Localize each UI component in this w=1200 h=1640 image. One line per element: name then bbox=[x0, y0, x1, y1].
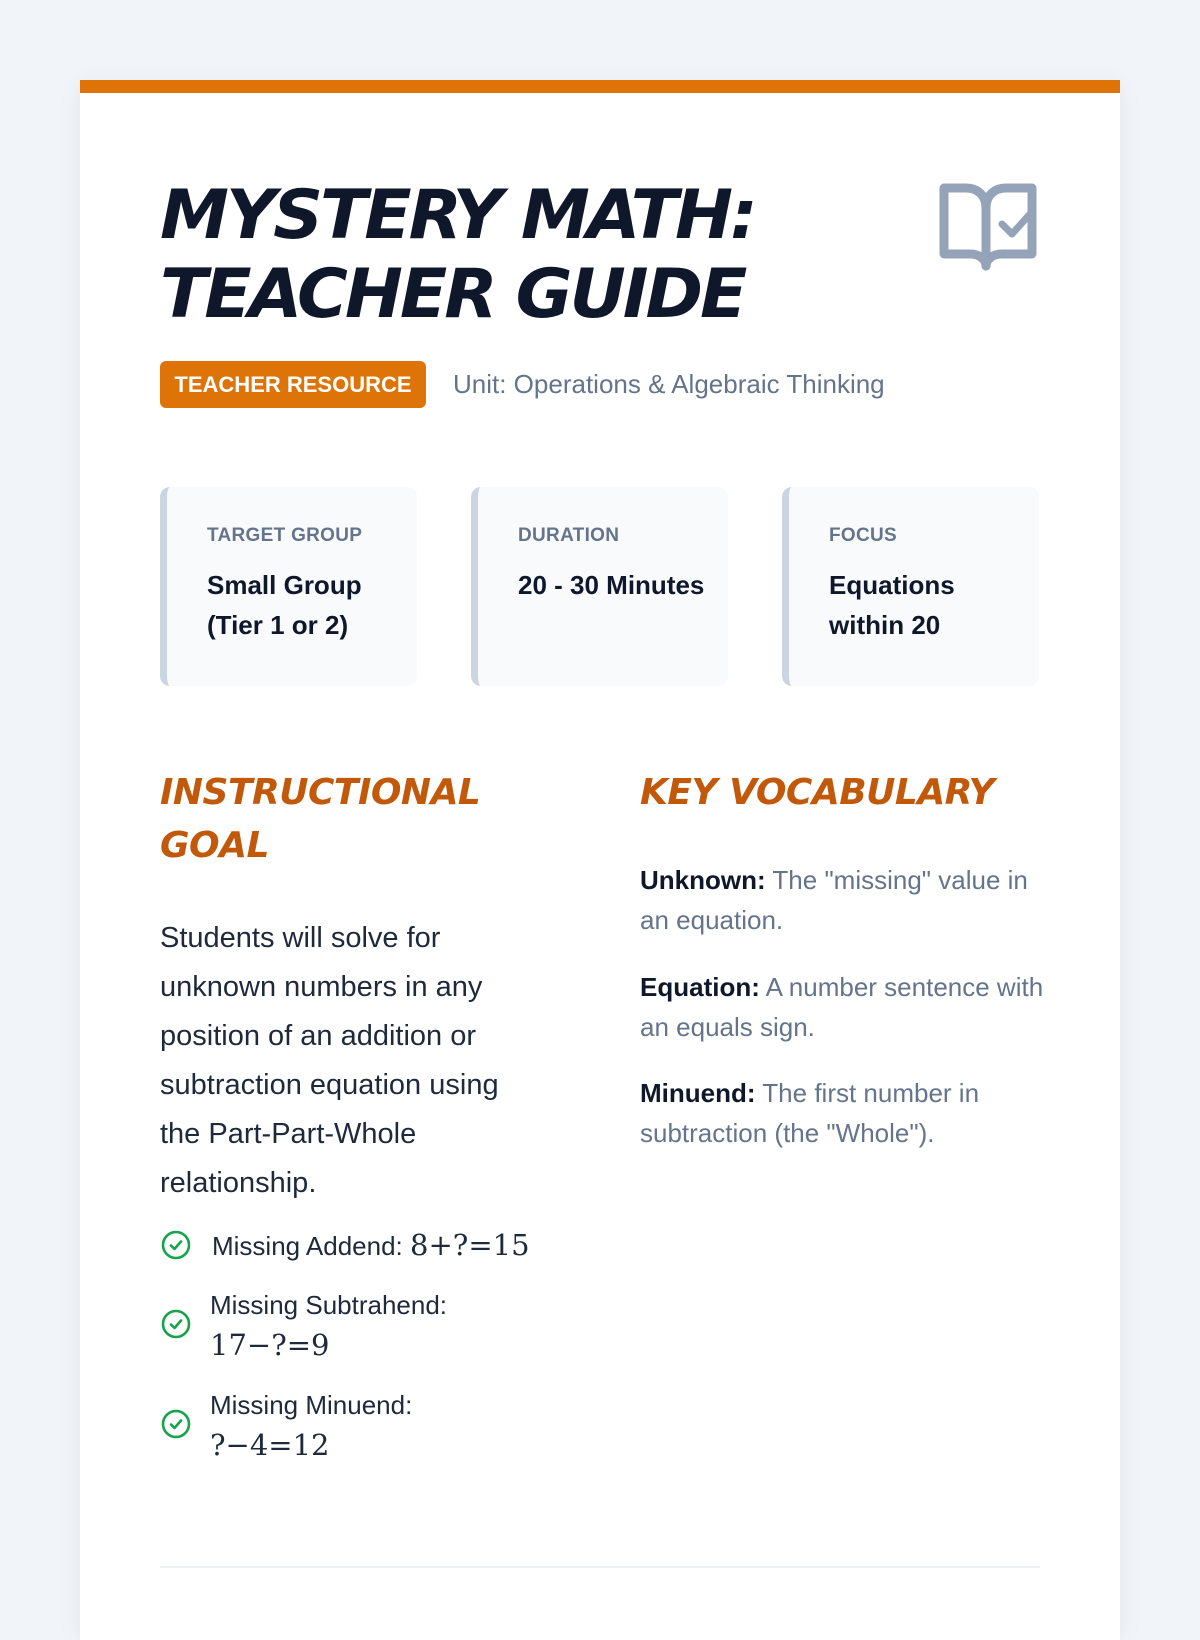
vocab-term: Equation: bbox=[640, 972, 760, 1002]
goal-item-equation: 8+?=15 bbox=[410, 1228, 530, 1262]
info-card-focus bbox=[782, 487, 1039, 686]
title-line-2: TEACHER GUIDE bbox=[160, 255, 745, 334]
info-card-value: Equations within 20 bbox=[829, 570, 955, 640]
heading-line-1: INSTRUCTIONAL bbox=[160, 772, 481, 813]
instructional-goal-heading bbox=[160, 766, 480, 872]
info-card-label: DURATION bbox=[518, 525, 620, 546]
info-card-label: FOCUS bbox=[829, 525, 897, 546]
goal-item-label: Missing Minuend: bbox=[210, 1390, 413, 1420]
instructional-goal-text: Students will solve for unknown numbers in any position of an addition or subtraction equation using the Part-Part-Whole relationship. bbox=[160, 922, 499, 1199]
goal-item-label: Missing Addend: bbox=[212, 1231, 403, 1261]
vocab-term: Unknown: bbox=[640, 865, 766, 895]
heading-line-2: GOAL bbox=[160, 825, 269, 866]
title-line-1: MYSTERY MATH: bbox=[160, 176, 755, 255]
unit-label: Unit: Operations & Algebraic Thinking bbox=[453, 369, 885, 399]
info-card-value: 20 - 30 Minutes bbox=[518, 570, 705, 600]
check-circle-icon bbox=[160, 1408, 192, 1440]
teacher-guide-card bbox=[80, 80, 1120, 1640]
goal-item-missing-minuend bbox=[160, 1385, 600, 1465]
teacher-resource-badge: TEACHER RESOURCE bbox=[160, 361, 426, 408]
goal-item-equation: ?−4=12 bbox=[210, 1428, 330, 1462]
info-card-value: Small Group (Tier 1 or 2) bbox=[207, 570, 362, 640]
section-divider bbox=[160, 1566, 1040, 1568]
key-vocabulary-heading: KEY VOCABULARY bbox=[640, 772, 995, 813]
vocab-definition: The first number in subtraction (the "Whole"). bbox=[640, 1078, 980, 1148]
vocab-definition: The "missing" value in an equation. bbox=[640, 865, 1028, 935]
check-circle-icon bbox=[160, 1229, 192, 1261]
vocab-item-minuend bbox=[640, 1073, 1050, 1153]
info-card-label: TARGET GROUP bbox=[207, 525, 363, 546]
book-open-check-icon bbox=[936, 180, 1040, 276]
check-circle-icon bbox=[160, 1308, 192, 1340]
info-card-target-group bbox=[160, 487, 417, 686]
vocab-term: Minuend: bbox=[640, 1078, 756, 1108]
goal-item-equation: 17−?=9 bbox=[210, 1328, 330, 1362]
vocab-definition: A number sentence with an equals sign. bbox=[640, 972, 1044, 1042]
info-card-duration bbox=[471, 487, 728, 686]
goal-item-missing-addend bbox=[160, 1225, 600, 1265]
vocab-item-unknown bbox=[640, 860, 1050, 940]
goal-item-missing-subtrahend bbox=[160, 1285, 600, 1365]
page-title bbox=[160, 176, 755, 334]
vocab-item-equation bbox=[640, 967, 1050, 1047]
goal-item-label: Missing Subtrahend: bbox=[210, 1290, 448, 1320]
accent-top-bar bbox=[80, 80, 1120, 93]
